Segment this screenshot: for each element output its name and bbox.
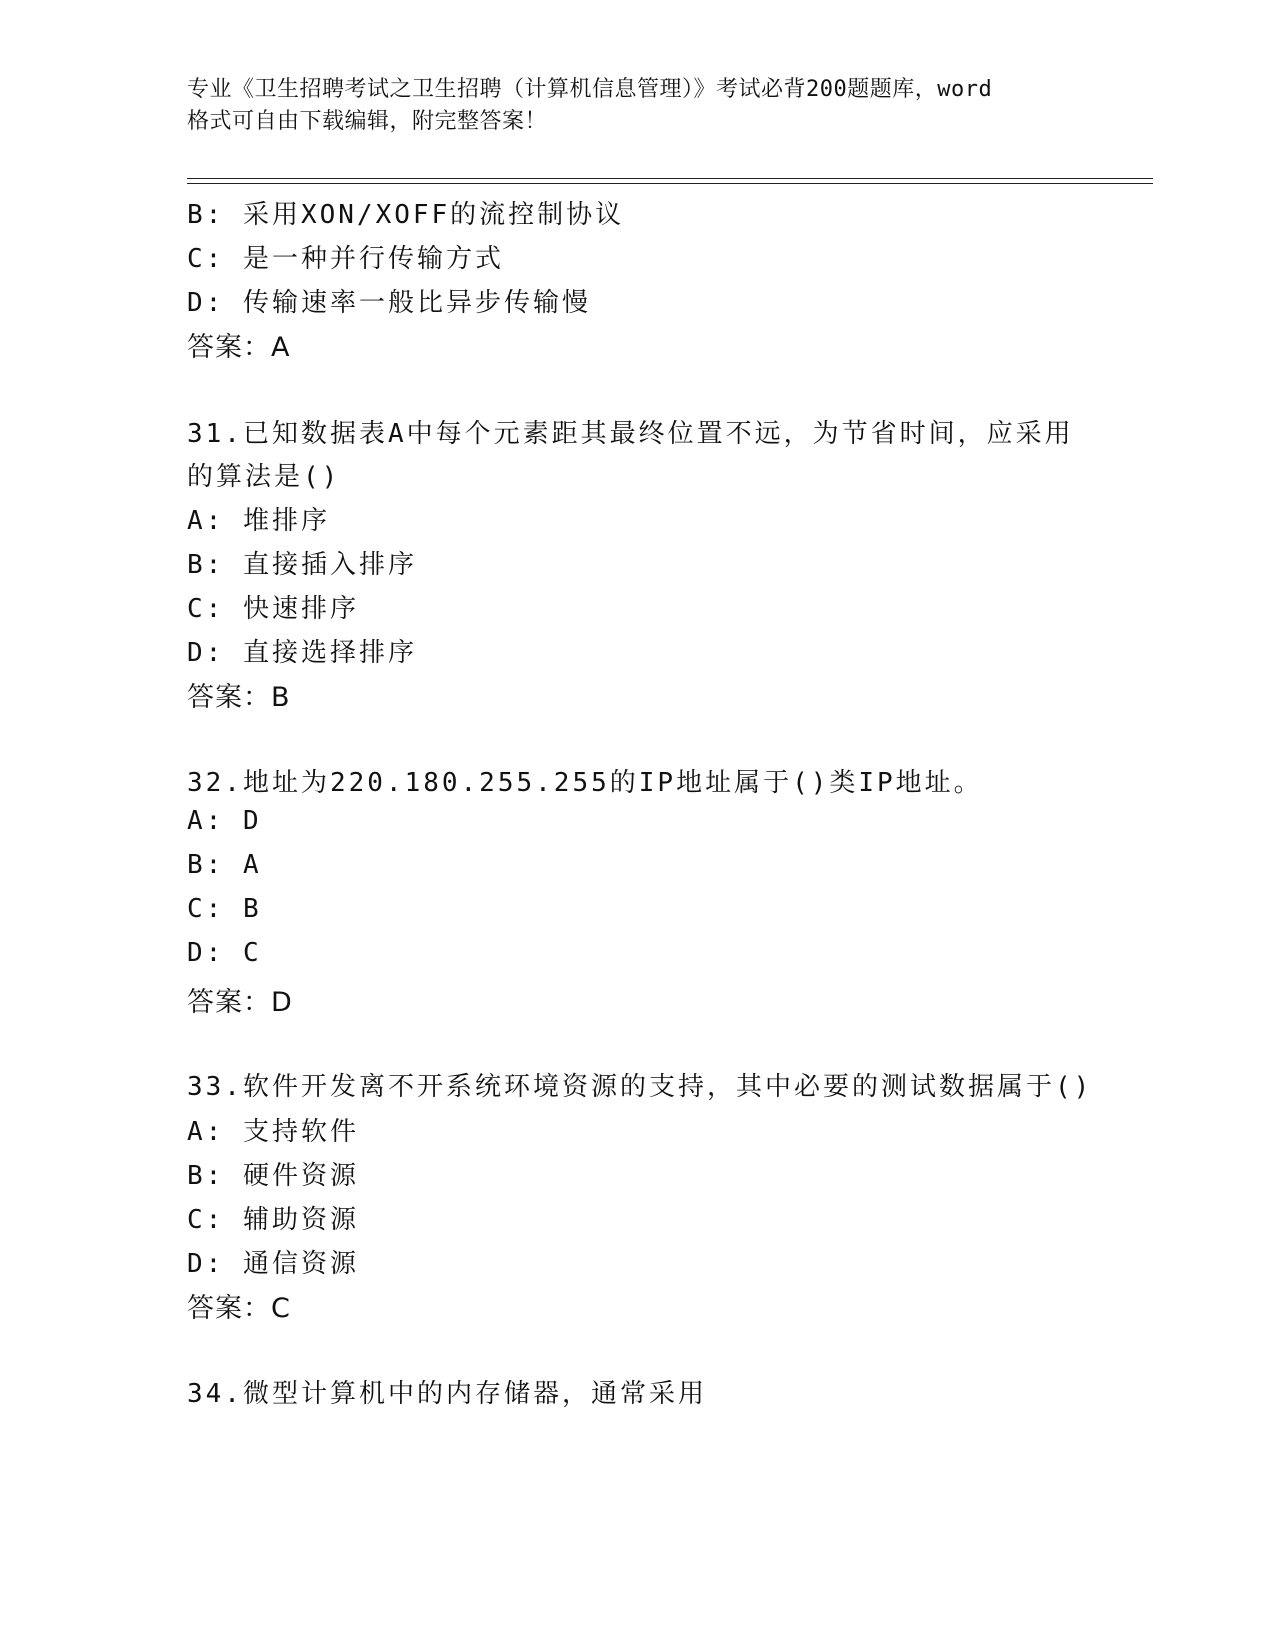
q33-option-c: C: 辅助资源 [187,1205,359,1235]
q31-answer: 答案：B [187,682,291,713]
q33-answer: 答案：C [187,1293,291,1324]
q33-option-d: D: 通信资源 [187,1249,359,1279]
q34-stem: 34.微型计算机中的内存储器，通常采用 [187,1379,707,1409]
q32-stem: 32.地址为220.180.255.255的IP地址属于()类IP地址。 [187,768,983,798]
q31-option-d: D: 直接选择排序 [187,638,417,668]
prev-question-option-b: B: 采用XON/XOFF的流控制协议 [187,200,625,230]
q33-stem: 33.软件开发离不开系统环境资源的支持，其中必要的测试数据属于() [187,1072,1093,1102]
q32-option-b: B: A [187,850,262,880]
q32-option-a: A: D [187,806,262,836]
header-title-line-2: 格式可自由下载编辑，附完整答案！ [187,109,548,134]
q31-stem-line-2: 的算法是() [187,462,341,492]
q31-option-a: A: 堆排序 [187,506,330,536]
q31-option-c: C: 快速排序 [187,594,359,624]
header-divider-top [187,178,1153,179]
header-title-line-1: 专业《卫生招聘考试之卫生招聘（计算机信息管理）》考试必背200题题库，word [187,77,993,102]
prev-question-option-d: D: 传输速率一般比异步传输慢 [187,288,591,318]
prev-question-answer: 答案：A [187,332,291,363]
prev-question-option-c: C: 是一种并行传输方式 [187,244,504,274]
q31-stem-line-1: 31.已知数据表A中每个元素距其最终位置不远，为节省时间，应采用 [187,419,1074,449]
q33-option-a: A: 支持软件 [187,1117,359,1147]
q33-option-b: B: 硬件资源 [187,1161,359,1191]
q31-option-b: B: 直接插入排序 [187,550,417,580]
q32-answer: 答案：D [187,987,293,1018]
document-header [187,74,1087,138]
q32-option-d: D: C [187,938,262,968]
q32-option-c: C: B [187,894,262,924]
header-divider-bottom [187,183,1153,184]
